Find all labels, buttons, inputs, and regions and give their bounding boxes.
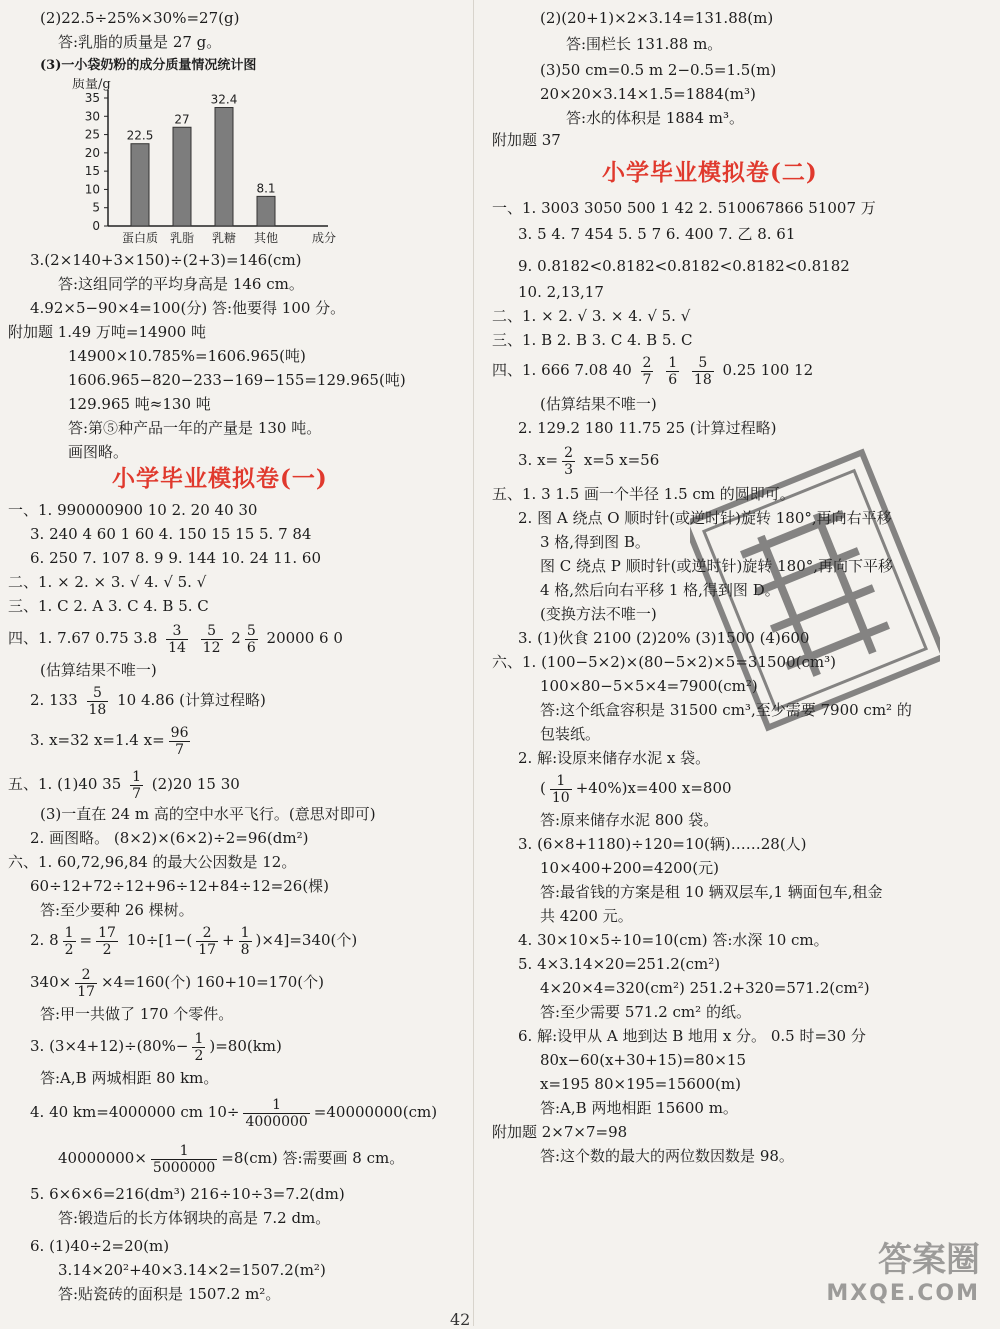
bar-chart (60, 78, 360, 253)
fraction (245, 623, 258, 656)
text-line: 共 4200 元。 (540, 907, 633, 925)
column-divider (473, 0, 474, 1326)
denominator: 10 (551, 789, 570, 806)
watermark-logo (826, 1232, 980, 1306)
text-line: 答:水的体积是 1884 m³。 (566, 109, 745, 127)
math-line (30, 1092, 437, 1132)
numerator: 5 (246, 622, 256, 639)
denominator: 18 (88, 701, 107, 718)
y-tick-label: 10 (84, 182, 100, 197)
math-text: x=5 x=56 (583, 451, 660, 469)
text-line: 画图略。 (68, 443, 129, 461)
text-line: 答:最省钱的方案是租 10 辆双层车,1 辆面包车,租金 (540, 883, 883, 901)
y-axis-label: 质量/g (72, 78, 111, 92)
math-line (30, 1026, 282, 1066)
math-line (540, 768, 732, 808)
text-line: 6. (1)40÷2=20(m) (30, 1237, 170, 1255)
text-line: (3)一直在 24 m 高的空中水平飞行。(意思对即可) (40, 805, 376, 823)
numerator: 1 (668, 354, 678, 371)
denominator: 17 (77, 983, 96, 1000)
numerator: 17 (98, 924, 116, 941)
text-line: 4. 30×10×5÷10=10(cm) 答:水深 10 cm。 (518, 931, 829, 949)
y-tick-label: 5 (92, 200, 100, 215)
category-label: 蛋白质 (121, 231, 159, 245)
denominator: 18 (693, 371, 712, 388)
math-text: )=80(km) (209, 1037, 282, 1055)
text-line: 五、1. 3 1.5 画一个半径 1.5 cm 的圆即可。 (492, 485, 795, 503)
fraction (63, 925, 76, 958)
text-line: x=195 80×195=15600(m) (540, 1075, 741, 1093)
text-line: (估算结果不唯一) (540, 395, 657, 413)
denominator: 5000000 (152, 1159, 216, 1176)
data-label: 22.5 (126, 128, 154, 143)
text-line: 3.(2×140+3×150)÷(2+3)=146(cm) (30, 251, 302, 269)
text-line: 100×80−5×5×4=7900(cm²) (540, 677, 758, 695)
numerator: 2 (75, 967, 97, 984)
math-text: 四、1. 7.67 0.75 3.8 (8, 629, 158, 647)
data-label: 27 (174, 112, 190, 127)
math-text: (2)20 15 30 (151, 775, 240, 793)
math-text: 40000000× (58, 1149, 147, 1167)
math-text: =40000000(cm) (313, 1103, 438, 1121)
numerator: 2 (196, 925, 218, 942)
text-line: 5. 6×6×6=216(dm³) 216÷10÷3=7.2(dm) (30, 1185, 345, 1203)
watermark-url: MXQE.COM (826, 1281, 980, 1306)
text-line: 5. 4×3.14×20=251.2(cm²) (518, 955, 721, 973)
math-text: 2. 8 (30, 931, 59, 949)
data-label: 8.1 (256, 181, 276, 196)
text-line: 六、1. 60,72,96,84 的最大公因数是 12。 (8, 853, 297, 871)
math-line (58, 1138, 404, 1178)
text-line: 答:第⑤种产品一年的产量是 130 吨。 (68, 419, 322, 437)
numerator: 2 (642, 354, 652, 371)
text-line: 答:贴瓷砖的面积是 1507.2 m²。 (58, 1285, 281, 1303)
section-title: 小学毕业模拟卷(二) (602, 159, 818, 186)
math-line (30, 720, 194, 760)
chart-title: (3)一小袋奶粉的成分质量情况统计图 (40, 58, 257, 73)
math-line (30, 962, 324, 1002)
text-line: 2. 画图略。 (8×2)×(6×2)÷2=96(dm²) (30, 829, 309, 847)
text-line: 6. 解:设甲从 A 地到达 B 地用 x 分。 0.5 时=30 分 (518, 1027, 866, 1045)
numerator: 2 (564, 444, 574, 461)
text-line: 60÷12+72÷12+96÷12+84÷12=26(棵) (30, 877, 330, 895)
text-line: 三、1. C 2. A 3. C 4. B 5. C (8, 597, 209, 615)
text-line: 二、1. × 2. × 3. √ 4. √ 5. √ (8, 573, 207, 591)
denominator: 7 (175, 741, 185, 758)
section-title: 小学毕业模拟卷(一) (112, 465, 328, 492)
numerator: 1 (550, 773, 572, 790)
text-line: 图 C 绕点 P 顺时针(或逆时针)旋转 180°,再向下平移 (540, 557, 894, 575)
text-line: 2. 129.2 180 11.75 25 (计算过程略) (518, 419, 777, 437)
text-line: 附加题 37 (492, 131, 561, 149)
math-text: 四、1. 666 7.08 40 (492, 361, 632, 379)
denominator: 6 (668, 371, 678, 388)
text-line: 6. 250 7. 107 8. 9 9. 144 10. 24 11. 60 (30, 549, 322, 567)
category-label: 其他 (253, 231, 279, 245)
math-text: 3. (3×4+12)÷(80%− (30, 1037, 189, 1055)
text-line: 3 格,得到图 B。 (540, 533, 650, 551)
math-line (30, 920, 357, 960)
text-line: 3. (1)伙食 2100 (2)20% (3)1500 (4)600 (518, 629, 810, 647)
text-line: 3. 240 4 60 1 60 4. 150 15 15 5. 7 84 (30, 525, 312, 543)
text-line: 10×400+200=4200(元) (540, 859, 719, 877)
fraction (166, 623, 188, 656)
bar (131, 144, 149, 226)
text-line: 二、1. × 2. √ 3. × 4. √ 5. √ (492, 307, 691, 325)
fraction (196, 925, 218, 958)
bar (215, 108, 233, 226)
x-axis-label: 成分 (312, 231, 337, 245)
numerator: 1 (151, 1143, 217, 1160)
math-text: 0.25 100 12 (722, 361, 814, 379)
math-text: = (79, 931, 93, 949)
text-line: 六、1. (100−5×2)×(80−5×2)×5=31500(cm³) (492, 653, 836, 671)
fraction (239, 925, 252, 958)
fraction (151, 1143, 217, 1176)
denominator: 2 (102, 941, 112, 958)
text-line: 1606.965−820−233−169−155=129.965(吨) (68, 371, 406, 389)
math-text: 3. x=32 x=1.4 x= (30, 731, 165, 749)
fraction (243, 1097, 309, 1130)
page-number: 42 (450, 1310, 471, 1329)
text-line: 答:原来储存水泥 800 袋。 (540, 811, 719, 829)
denominator: 4000000 (245, 1113, 308, 1130)
denominator: 7 (642, 371, 652, 388)
text-line: 答:至少要种 26 棵树。 (40, 901, 194, 919)
text-line: 20×20×3.14×1.5=1884(m³) (540, 85, 756, 103)
text-line: 附加题 1.49 万吨=14900 吨 (8, 323, 206, 341)
text-line: 4 格,然后向右平移 1 格,得到图 D。 (540, 581, 780, 599)
numerator: 1 (64, 924, 74, 941)
y-tick-label: 30 (84, 109, 100, 124)
text-line: 3.14×20²+40×3.14×2=1507.2(m²) (58, 1261, 326, 1279)
denominator: 7 (132, 785, 141, 802)
text-line: 答:A,B 两城相距 80 km。 (40, 1069, 219, 1087)
text-line: 答:甲一共做了 170 个零件。 (40, 1005, 234, 1023)
text-line: 14900×10.785%=1606.965(吨) (68, 347, 306, 365)
math-line (8, 618, 343, 658)
text-line: (2)22.5÷25%×30%=27(g) (40, 9, 240, 27)
numerator: 1 (240, 924, 250, 941)
math-text: 4. 40 km=4000000 cm 10÷ (30, 1103, 240, 1121)
math-text: 10 4.86 (计算过程略) (117, 691, 266, 709)
denominator: 17 (198, 941, 217, 958)
text-line: (变换方法不唯一) (540, 605, 657, 623)
fraction (169, 725, 191, 758)
text-line: 包装纸。 (540, 725, 601, 743)
denominator: 2 (64, 941, 74, 958)
text-line: 附加题 2×7×7=98 (492, 1123, 628, 1141)
text-line: 2. 图 A 绕点 O 顺时针(或逆时针)旋转 180°,再向右平移 (518, 509, 892, 527)
numerator: 5 (87, 685, 109, 702)
numerator: 1 (194, 1030, 204, 1047)
math-text: 20000 6 0 (266, 629, 343, 647)
y-tick-label: 35 (84, 91, 100, 105)
text-line: 2. 解:设原来储存水泥 x 袋。 (518, 749, 711, 767)
math-text: 2 (231, 629, 241, 647)
text-line: 9. 0.8182<0.8182<0.8182<0.8182<0.8182 (518, 257, 850, 275)
fraction (201, 623, 223, 656)
fraction (75, 967, 97, 1000)
denominator: 3 (564, 461, 574, 478)
stamp-graphic (690, 420, 940, 760)
text-line: (3)50 cm=0.5 m 2−0.5=1.5(m) (540, 61, 777, 79)
math-text: +40%)x=400 x=800 (575, 779, 732, 797)
fraction (87, 685, 109, 718)
denominator: 8 (240, 941, 250, 958)
text-line: 一、1. 3003 3050 500 1 42 2. 510067866 51007 万 (492, 199, 876, 217)
numerator: 96 (170, 724, 189, 741)
fraction (96, 925, 118, 958)
math-text: 2. 133 (30, 691, 78, 709)
numerator: 1 (243, 1097, 309, 1114)
math-line (30, 680, 266, 720)
fraction (641, 355, 654, 388)
text-line: 答:这个数的最大的两位数因数是 98。 (540, 1147, 794, 1165)
text-line: 129.965 吨≈130 吨 (68, 395, 211, 413)
category-label: 乳脂 (169, 231, 195, 245)
text-line: 80x−60(x+30+15)=80×15 (540, 1051, 746, 1069)
math-text: =8(cm) 答:需要画 8 cm。 (221, 1149, 405, 1167)
math-line (518, 440, 659, 480)
math-text: 3. x= (518, 451, 559, 469)
fraction (192, 1031, 205, 1064)
text-line: 三、1. B 2. B 3. C 4. B 5. C (492, 331, 693, 349)
math-line (492, 350, 813, 390)
text-line: 答:乳脂的质量是 27 g。 (58, 33, 222, 51)
text-line: 答:这个纸盒容积是 31500 cm³,至少需要 7900 cm² 的 (540, 701, 912, 719)
math-text: ( (540, 779, 546, 797)
text-line: 答:这组同学的平均身高是 146 cm。 (58, 275, 304, 293)
math-text: ×4=160(个) 160+10=170(个) (101, 973, 325, 991)
math-text: )×4]=340(个) (255, 931, 358, 949)
text-line: 答:A,B 两地相距 15600 m。 (540, 1099, 738, 1117)
fraction (562, 445, 575, 478)
text-line: 3. (6×8+1180)÷120=10(辆)……28(人) (518, 835, 807, 853)
math-text: 10÷[1−( (126, 931, 193, 949)
math-text: + (222, 931, 235, 949)
denominator: 14 (168, 639, 186, 656)
text-line: 10. 2,13,17 (518, 283, 604, 301)
fraction (692, 355, 714, 388)
text-line: 4×20×4=320(cm²) 251.2+320=571.2(cm²) (540, 979, 870, 997)
denominator: 2 (194, 1047, 204, 1064)
math-line (8, 764, 240, 804)
bar (257, 196, 275, 226)
text-line: 3. 5 4. 7 454 5. 5 7 6. 400 7. 乙 8. 61 (518, 225, 796, 243)
y-tick-label: 15 (84, 164, 100, 179)
text-line: 答:至少需要 571.2 cm² 的纸。 (540, 1003, 751, 1021)
fraction (550, 773, 572, 806)
denominator: 12 (202, 639, 221, 656)
fraction (130, 769, 143, 802)
numerator: 5 (692, 355, 714, 372)
math-text: 五、1. (1)40 35 (8, 775, 122, 793)
text-line: 一、1. 990000900 10 2. 20 40 30 (8, 501, 258, 519)
text-line: 答:锻造后的长方体钢块的高是 7.2 dm。 (58, 1209, 331, 1227)
text-line: 4.92×5−90×4=100(分) 答:他要得 100 分。 (30, 299, 346, 317)
y-tick-label: 25 (84, 127, 100, 142)
y-tick-label: 20 (84, 145, 100, 160)
numerator: 3 (166, 623, 188, 640)
y-tick-label: 0 (92, 219, 100, 233)
numerator: 5 (201, 623, 223, 640)
category-label: 乳糖 (211, 231, 237, 245)
text-line: 答:围栏长 131.88 m。 (566, 35, 723, 53)
denominator: 6 (246, 639, 256, 656)
fraction (666, 355, 679, 388)
text-line: (2)(20+1)×2×3.14=131.88(m) (540, 9, 774, 27)
numerator: 1 (132, 768, 141, 785)
watermark-logo-text: 答案圈 (878, 1240, 980, 1280)
math-text: 340× (30, 973, 72, 991)
bar (173, 127, 191, 226)
text-line: (估算结果不唯一) (40, 661, 157, 679)
data-label: 32.4 (210, 92, 238, 107)
